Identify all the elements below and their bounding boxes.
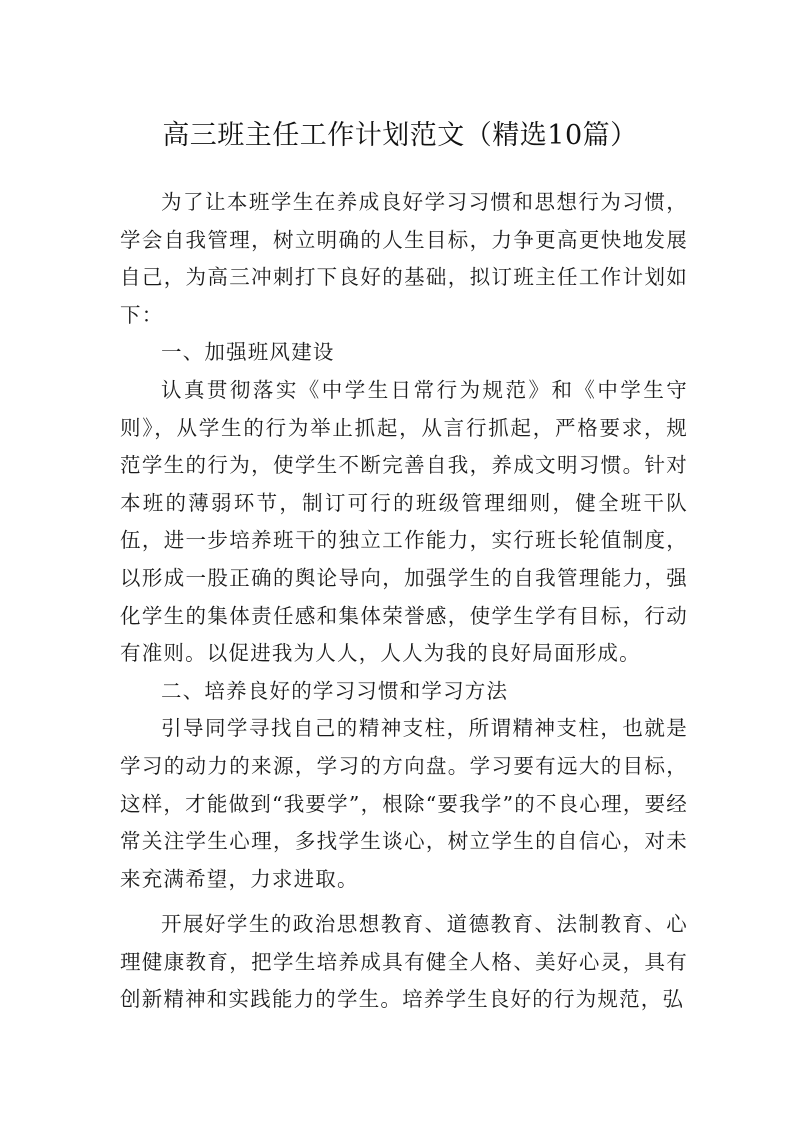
document-body xyxy=(120,184,688,1019)
study-motivation-paragraph: 引导同学寻找自己的精神支柱，所谓精神支柱，也就是学习的动力的来源，学习的方向盘。学习要有远大的目标，这样，才能做到“我要学”，根除“要我学”的不良心理，要经常关注学生心理，多找学生谈心，树立学生的自信心，对未来充满希望，力求进取。 xyxy=(120,716,688,891)
intro-paragraph: 为了让本班学生在养成良好学习习惯和思想行为习惯，学会自我管理，树立明确的人生目标，力争更高更快地发展自己，为高三冲刺打下良好的基础，拟订班主任工作计划如下： xyxy=(120,190,688,327)
class-style-paragraph: 认真贯彻落实《中学生日常行为规范》和《中学生守则》，从学生的行为举止抓起，从言行抓起，严格要求，规范学生的行为，使学生不断完善自我，养成文明习惯。针对本班的薄弱环节，制订可行的班级管理细则，健全班干队伍，进一步培养班干的独立工作能力，实行班长轮值制度，以形成一股正确的舆论导向，加强学生的自我管理能力，强化学生的集体责任感和集体荣誉感，使学生学有目标，行动有准则。以促进我为人人，人人为我的良好局面形成。 xyxy=(120,377,688,666)
section-heading-class-style: 一、加强班风建设 xyxy=(161,340,335,365)
education-paragraph: 开展好学生的政治思想教育、道德教育、法制教育、心理健康教育，把学生培养成具有健全人格、美好心灵，具有创新精神和实践能力的学生。培养学生良好的行为规范，弘 xyxy=(120,912,688,1012)
document-title: 高三班主任工作计划范文（精选10篇） xyxy=(162,120,638,152)
section-heading-study-habits: 二、培养良好的学习习惯和学习方法 xyxy=(161,678,509,703)
